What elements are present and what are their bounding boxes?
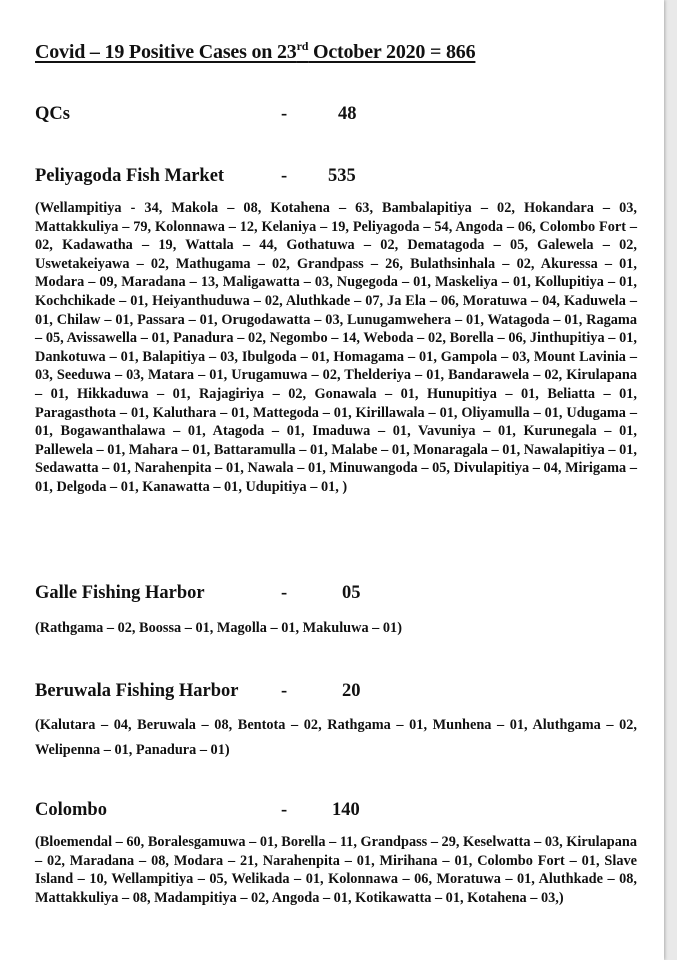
title-text: Covid – 19 Positive Cases on 23 bbox=[35, 41, 297, 63]
section-count: 20 bbox=[342, 681, 361, 701]
section-count: 140 bbox=[332, 800, 360, 820]
section-name: Beruwala Fishing Harbor bbox=[35, 681, 239, 701]
section-name: Peliyagoda Fish Market bbox=[35, 166, 225, 186]
section-heading-peliyagoda-fish-market bbox=[35, 166, 395, 190]
section-heading-galle-fishing-harbor bbox=[35, 583, 395, 607]
section-name: Colombo bbox=[35, 800, 107, 820]
section-count: 48 bbox=[338, 104, 357, 124]
section-details-galle-fishing-harbor: (Rathgama – 02, Boossa – 01, Magolla – 01, Makuluwa – 01) bbox=[35, 620, 402, 636]
section-name: Galle Fishing Harbor bbox=[35, 583, 205, 603]
section-heading-beruwala-fishing-harbor bbox=[35, 681, 395, 705]
title-date-total: October 2020 = 866 bbox=[308, 41, 476, 63]
section-name: QCs bbox=[35, 104, 70, 124]
section-details-colombo: (Bloemendal – 60, Boralesgamuwa – 01, Borella – 11, Grandpass – 29, Keselwatta – 03, Kirulapana – 02, Maradana – 08, Modara – 21, Narahenpita – 01, Mirihana – 01, Colombo Fort – 01, Slave Island – 10, Wellampitiya – 05, Welikada – 01, Kolonnawa – 06, Moratuwa – 01, Aluthkade – 08, Mattakkuliya – 08, Madampitiya – 02, Angoda – 01, Kotikawatta – 01, Kotahena – 03,) bbox=[35, 834, 637, 906]
title-ordinal-suffix: rd bbox=[296, 39, 309, 53]
section-dash: - bbox=[281, 104, 288, 124]
section-dash: - bbox=[281, 800, 288, 820]
section-count: 05 bbox=[342, 583, 361, 603]
section-dash: - bbox=[281, 681, 288, 701]
section-dash: - bbox=[281, 583, 288, 603]
section-heading-colombo bbox=[35, 800, 395, 824]
section-dash: - bbox=[281, 166, 288, 186]
section-heading-qcs bbox=[35, 104, 395, 128]
section-details-beruwala-fishing-harbor: (Kalutara – 04, Beruwala – 08, Bentota – 02, Rathgama – 01, Munhena – 01, Aluthgama – 02, Welipenna – 01, Panadura – 01) bbox=[35, 717, 637, 758]
section-details-peliyagoda-fish-market: (Wellampitiya - 34, Makola – 08, Kotahena – 63, Bambalapitiya – 02, Hokandara – 03, Mattakkuliya – 79, Kolonnawa – 12, Kelaniya – 19, Peliyagoda – 54, Angoda – 06, Colombo Fort – 02, Kadawatha – 19, Wattala – 44, Gothatuwa – 02, Dematagoda – 05, Galewela – 02, Uswetakeiyawa – 02, Mathugama – 02, Grandpass – 26, Bulathsinhala – 02, Akuressa – 01, Modara – 09, Maradana – 13, Maligawatta – 03, Nugegoda – 01, Maskeliya – 01, Kollupitiya – 01, Kochchikade – 01, Heiyanthuduwa – 02, Aluthkade – 07, Ja Ela – 06, Moratuwa – 04, Kaduwela – 01, Chilaw – 01, Passara – 01, Orugodawatta – 03, Lunugamwehera – 01, Watagoda – 01, Ragama – 05, Avissawella – 01, Panadura – 02, Negombo – 14, Weboda – 02, Borella – 06, Jinthupitiya – 01, Dankotuwa – 01, Balapitiya – 03, Ibulgoda – 01, Homagama – 01, Gampola – 03, Mount Lavinia – 03, Seeduwa – 03, Matara – 01, Urugamuwa – 02, Thelderiya – 01, Bandarawela – 02, Kirulapana – 01, Hikkaduwa – 01, Rajagiriya – 02, Gonawala – 01, Hunupitiya – 01, Beliatta – 01, Paragasthota – 01, Kaluthara – 01, Mattegoda – 01, Kirillawala – 01, Oliyamulla – 01, Udugama – 01, Bogawanthalawa – 01, Atagoda – 01, Imaduwa – 01, Vavuniya – 01, Kurunegala – 01, Pallewela – 01, Mahara – 01, Battaramulla – 01, Malabe – 01, Monaragala – 01, Nawalapitiya – 01, Sedawatta – 01, Narahenpita – 01, Nawala – 01, Minuwangoda – 05, Divulapitiya – 04, Mirigama – 01, Delgoda – 01, Kanawatta – 01, Udupitiya – 01, ) bbox=[35, 200, 637, 495]
document-title bbox=[35, 41, 475, 64]
section-count: 535 bbox=[328, 166, 356, 186]
